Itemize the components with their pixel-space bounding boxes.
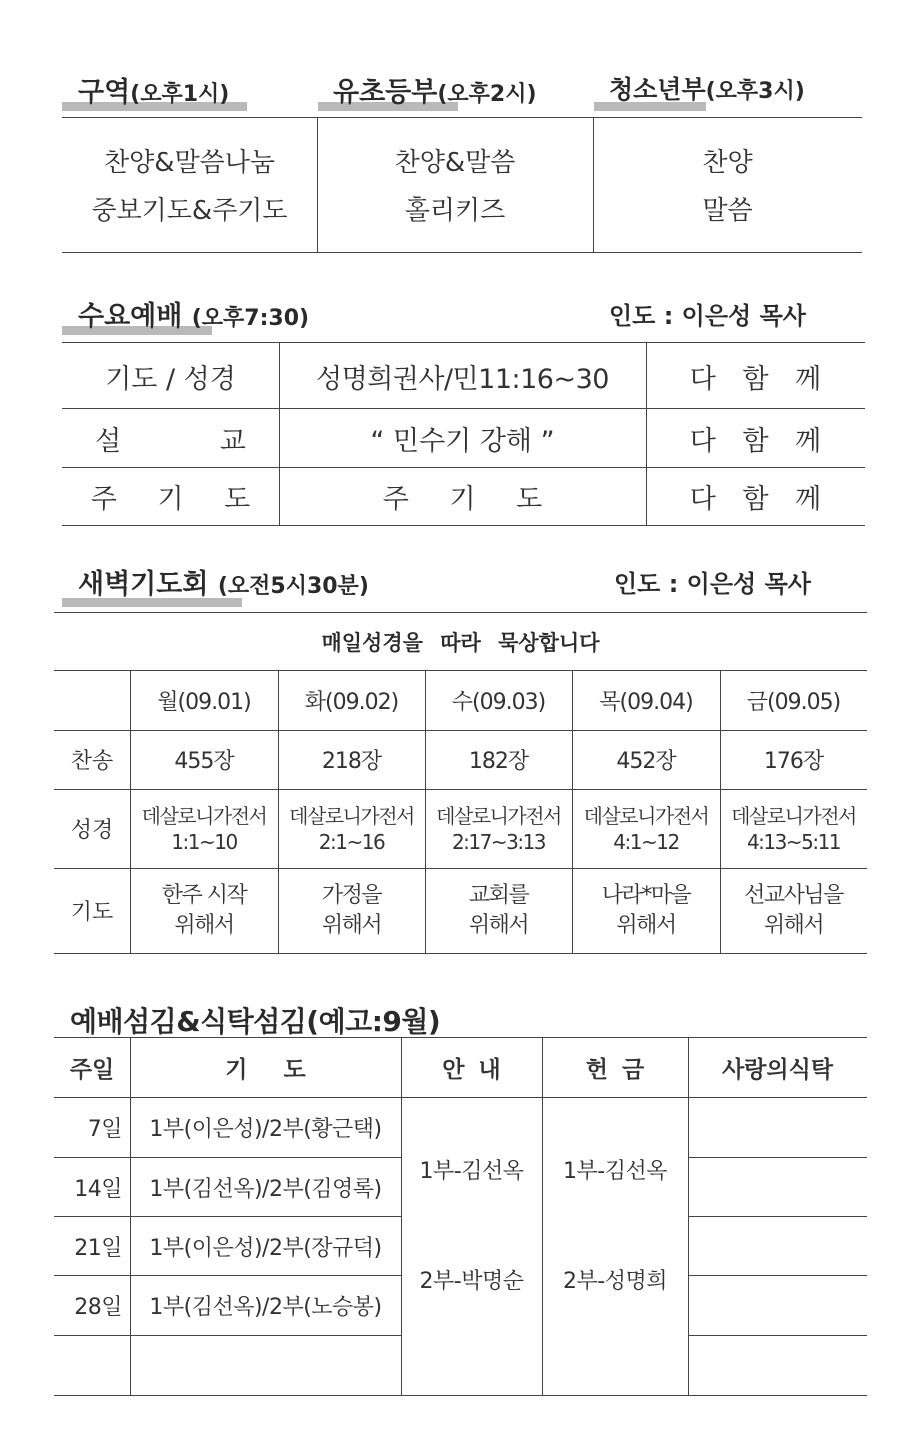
- prayer-topic: 교회를: [468, 882, 529, 908]
- prayer-cell: [425, 869, 572, 952]
- scripture-cell: [130, 790, 278, 867]
- rule: [54, 1395, 867, 1396]
- order-item: 기도 / 성경: [105, 363, 236, 395]
- col-header-prayer: 기 도: [225, 1057, 306, 1083]
- scripture-book: 데살로니가전서: [731, 803, 856, 828]
- sunday-date: 14일: [74, 1176, 122, 1202]
- rule: [54, 1037, 867, 1038]
- day-header: 월(09.01): [157, 689, 251, 715]
- scripture-cell: [720, 790, 867, 867]
- scripture-cell: [572, 790, 720, 867]
- rule: [62, 467, 865, 468]
- prayer-suffix: 위해서: [616, 912, 676, 938]
- group-line: 찬양&말씀나눔: [104, 147, 275, 178]
- rule: [54, 612, 867, 613]
- group-line: 찬양&말씀: [394, 147, 516, 178]
- scripture-book: 데살로니가전서: [141, 803, 267, 828]
- row-label-prayer: 기도: [70, 900, 114, 925]
- prayer-assignment: 1부(이은성)/2부(장규덕): [149, 1235, 382, 1261]
- hymn-cell: 176장: [763, 749, 824, 774]
- prayer-topic: 선교사님을: [744, 882, 843, 908]
- prayer-topic: 한주 시작: [161, 882, 247, 908]
- prayer-cell: [130, 869, 278, 952]
- rule: [688, 1275, 867, 1276]
- prayer-topic: 나라*마을: [601, 882, 691, 908]
- col-header-sunday: 주일: [69, 1057, 115, 1083]
- rule: [688, 1335, 867, 1336]
- dawn-banner: 매일성경을 따라 묵상합니다: [321, 631, 600, 655]
- rule: [62, 252, 862, 253]
- rule: [62, 342, 865, 343]
- row-label-hymn: 찬송: [70, 749, 114, 774]
- wednesday-leader: 인도 : 이은성 목사: [609, 302, 806, 330]
- prayer-cell: [720, 869, 867, 952]
- col-header-guide: 안 내: [442, 1057, 501, 1083]
- service-title: 예배섬김&식탁섬김(예고:9월): [70, 1005, 441, 1038]
- rule: [54, 1275, 401, 1276]
- scripture-cell: [278, 790, 425, 867]
- scripture-book: 데살로니가전서: [436, 803, 561, 828]
- prayer-suffix: 위해서: [468, 912, 529, 938]
- rule: [688, 1157, 867, 1158]
- offering-first-service: 1부-김선옥: [563, 1158, 667, 1184]
- scripture-book: 데살로니가전서: [289, 803, 414, 828]
- prayer-assignment: 1부(김선옥)/2부(김영록): [149, 1176, 382, 1202]
- rule: [62, 408, 865, 409]
- order-item: 설 교: [95, 425, 246, 457]
- rule: [62, 525, 865, 526]
- day-header: 목(09.04): [599, 689, 693, 715]
- group-line: 말씀: [702, 195, 753, 226]
- order-who: 다 함 께: [689, 363, 822, 395]
- rule: [62, 117, 862, 118]
- prayer-assignment: 1부(이은성)/2부(황근택): [149, 1117, 382, 1142]
- group-line: 홀리키즈: [404, 195, 506, 226]
- rule: [54, 1216, 401, 1217]
- rule: [593, 117, 594, 252]
- scripture-range: 4:13~5:11: [746, 829, 841, 854]
- group-header-district: 구역(오후1시): [78, 77, 230, 108]
- order-content: 주 기 도: [382, 484, 543, 515]
- col-header-table: 사랑의식탁: [721, 1057, 834, 1083]
- guide-first-service: 1부-김선옥: [419, 1158, 524, 1184]
- hymn-cell: 455장: [174, 749, 234, 774]
- scripture-book: 데살로니가전서: [583, 803, 709, 828]
- row-label-scripture: 성경: [70, 818, 114, 843]
- scripture-range: 2:17~3:13: [451, 829, 546, 854]
- scripture-range: 2:1~16: [318, 829, 385, 854]
- sunday-date: 7일: [87, 1117, 122, 1142]
- group-header-youth: 청소년부(오후3시): [609, 75, 805, 104]
- day-header: 수(09.03): [451, 689, 546, 715]
- dawn-title: 새벽기도회 (오전5시30분): [78, 569, 369, 600]
- sunday-date: 28일: [74, 1295, 122, 1320]
- hymn-cell: 218장: [321, 749, 382, 774]
- dawn-leader: 인도 : 이은성 목사: [614, 570, 811, 598]
- prayer-cell: [278, 869, 425, 952]
- hymn-cell: 452장: [616, 749, 676, 774]
- prayer-suffix: 위해서: [321, 912, 382, 938]
- order-content: “ 민수기 강해 ”: [370, 425, 555, 457]
- scripture-range: 4:1~12: [613, 829, 679, 854]
- rule: [54, 1097, 867, 1098]
- rule: [317, 117, 318, 252]
- scripture-range: 1:1~10: [171, 829, 237, 854]
- order-who: 다 함 께: [689, 425, 822, 457]
- scripture-cell: [425, 790, 572, 867]
- order-item: 주 기 도: [90, 484, 251, 515]
- prayer-topic: 가정을: [321, 882, 382, 908]
- prayer-suffix: 위해서: [174, 912, 234, 938]
- sunday-date: 21일: [74, 1235, 122, 1261]
- group-line: 찬양: [702, 147, 753, 178]
- wednesday-title: 수요예배 (오후7:30): [78, 301, 310, 332]
- rule: [54, 953, 867, 954]
- order-content: 성명희권사/민11:16~30: [316, 363, 609, 395]
- col-header-offering: 헌 금: [585, 1057, 645, 1083]
- group-header-children: 유초등부(오후2시): [333, 77, 537, 108]
- prayer-cell: [572, 869, 720, 952]
- rule: [54, 1335, 401, 1336]
- prayer-assignment: 1부(김선옥)/2부(노승봉): [149, 1295, 382, 1320]
- offering-second-service: 2부-성명희: [563, 1268, 667, 1294]
- day-header: 화(09.02): [304, 689, 399, 715]
- guide-second-service: 2부-박명순: [419, 1268, 524, 1294]
- day-header: 금(09.05): [746, 689, 841, 715]
- order-who: 다 함 께: [689, 484, 822, 515]
- group-line: 중보기도&주기도: [91, 195, 288, 226]
- rule: [54, 670, 867, 671]
- rule: [54, 1157, 401, 1158]
- prayer-suffix: 위해서: [763, 912, 824, 938]
- rule: [688, 1216, 867, 1217]
- hymn-cell: 182장: [468, 749, 529, 774]
